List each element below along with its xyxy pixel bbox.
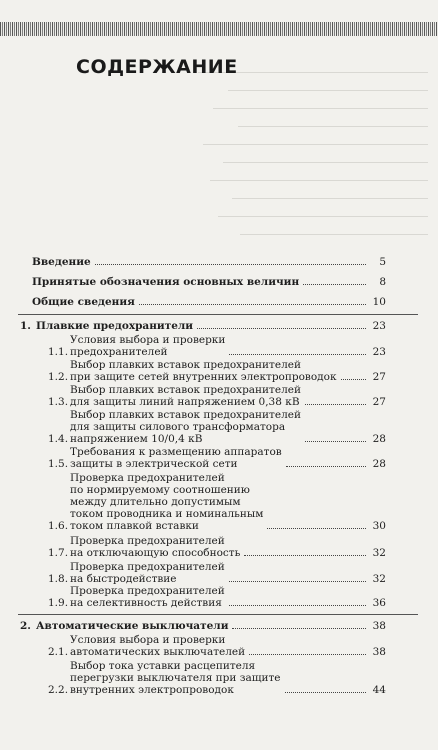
toc-entry-label: Проверка предохранителей	[70, 561, 225, 573]
toc-page-number: 10	[372, 296, 386, 308]
toc-page-number: 27	[372, 371, 386, 383]
toc-entry-1-1[interactable]	[48, 334, 386, 358]
toc-entry-label: автоматических выключателей	[70, 646, 246, 658]
toc-entry-1-8[interactable]	[48, 561, 386, 585]
chapter-number: 1.	[20, 320, 31, 332]
section-number: 1.9.	[48, 597, 69, 609]
toc-entry-label: на быстродействие	[70, 573, 177, 585]
toc-entry-1-9[interactable]	[48, 585, 386, 609]
toc-entry-label: перегрузки выключателя при защите	[70, 672, 281, 684]
toc-entry-2-2[interactable]	[48, 660, 386, 696]
toc-entry-label: Проверка предохранителей	[70, 585, 225, 597]
toc-page-number: 36	[372, 597, 386, 609]
toc-entry-label: Общие сведения	[32, 296, 135, 308]
dot-leader	[249, 654, 366, 655]
section-number: 1.8.	[48, 573, 69, 585]
toc-entry-label: для защиты силового трансформатора	[70, 421, 286, 433]
toc-entry-label: Выбор плавких вставок предохранителей	[70, 359, 301, 371]
section-number: 1.3.	[48, 396, 69, 408]
dot-leader	[286, 466, 366, 467]
dot-leader	[139, 304, 366, 305]
section-number: 1.6.	[48, 520, 69, 532]
dot-leader	[244, 555, 366, 556]
toc-entry-label: предохранителей	[70, 346, 168, 358]
section-number: 1.7.	[48, 547, 69, 559]
toc-entry-label: для защиты линий напряжением 0,38 кВ	[70, 396, 300, 408]
toc-entry-label: защиты в электрической сети	[70, 458, 238, 470]
toc-page-number: 23	[372, 320, 386, 332]
section-number: 2.1.	[48, 646, 69, 658]
chapter-title: Плавкие предохранители	[36, 320, 194, 332]
toc-entry-label: между длительно допустимым	[70, 496, 241, 508]
toc-entry-label: Требования к размещению аппаратов	[70, 446, 282, 458]
dot-leader	[305, 441, 366, 442]
toc-page-number: 38	[372, 646, 386, 658]
toc-entry-label: Условия выбора и проверки	[70, 634, 226, 646]
toc-entry-1-2[interactable]	[48, 359, 386, 383]
chapter-number: 2.	[20, 620, 31, 632]
toc-page-number: 30	[372, 520, 386, 532]
toc-page-number: 38	[372, 620, 386, 632]
dot-leader	[341, 379, 366, 380]
toc-page-number: 28	[372, 458, 386, 470]
dot-leader	[285, 692, 367, 693]
toc-entry-label: при защите сетей внутренних электропроводок	[70, 371, 337, 383]
dot-leader	[229, 581, 366, 582]
toc-entry-1-3[interactable]	[48, 384, 386, 408]
toc-entry-1-6[interactable]	[48, 472, 386, 532]
toc-entry-label: током плавкой вставки	[70, 520, 199, 532]
section-number: 1.4.	[48, 433, 69, 445]
toc-page-number: 28	[372, 433, 386, 445]
toc-chapter-2[interactable]	[20, 620, 386, 632]
section-number: 1.5.	[48, 458, 69, 470]
toc-entry-label: внутренних электропроводок	[70, 684, 234, 696]
toc-page-number: 44	[372, 684, 386, 696]
toc-entry-1-4[interactable]	[48, 409, 386, 445]
dot-leader	[197, 328, 366, 329]
toc-entry-general-info[interactable]	[32, 296, 386, 308]
toc-entry-label: Выбор тока уставки расцепителя	[70, 660, 256, 672]
toc-page-number: 32	[372, 547, 386, 559]
toc-page-number: 32	[372, 573, 386, 585]
toc-entry-2-1[interactable]	[48, 634, 386, 658]
section-number: 2.2.	[48, 684, 69, 696]
section-number: 1.1.	[48, 346, 69, 358]
toc-page-number: 27	[372, 396, 386, 408]
dot-leader	[267, 528, 366, 529]
toc-entry-label: Выбор плавких вставок предохранителей	[70, 409, 301, 421]
toc-entry-notation[interactable]	[32, 276, 386, 288]
toc-entry-label: на отключающую способность	[70, 547, 241, 559]
toc-entry-label: Проверка предохранителей	[70, 472, 225, 484]
toc-entry-label: по нормируемому соотношению	[70, 484, 250, 496]
dot-leader	[95, 264, 366, 265]
toc-entry-1-7[interactable]	[48, 535, 386, 559]
toc-page-number: 23	[372, 346, 386, 358]
toc-entry-label: Введение	[32, 256, 91, 268]
section-divider	[18, 614, 418, 615]
dot-leader	[305, 404, 366, 405]
dot-leader	[232, 628, 366, 629]
toc-chapter-1[interactable]	[20, 320, 386, 332]
chapter-title: Автоматические выключатели	[36, 620, 229, 632]
toc-entry-label: Выбор плавких вставок предохранителей	[70, 384, 301, 396]
dot-leader	[229, 354, 366, 355]
page-title: СОДЕРЖАНИЕ	[76, 56, 238, 78]
toc-entry-1-5[interactable]	[48, 446, 386, 470]
toc-entry-label: Условия выбора и проверки	[70, 334, 226, 346]
toc-entry-introduction[interactable]	[32, 256, 386, 268]
dot-leader	[303, 284, 366, 285]
toc-entry-label: на селективность действия	[70, 597, 222, 609]
toc-entry-label: Принятые обозначения основных величин	[32, 276, 300, 288]
toc-entry-label: напряжением 10/0,4 кВ	[70, 433, 203, 445]
toc-page-number: 5	[379, 256, 386, 268]
toc-page-number: 8	[379, 276, 386, 288]
toc-entry-label: током проводника и номинальным	[70, 508, 264, 520]
section-divider	[18, 314, 418, 315]
toc-entry-label: Проверка предохранителей	[70, 535, 225, 547]
section-number: 1.2.	[48, 371, 69, 383]
dot-leader	[229, 605, 366, 606]
